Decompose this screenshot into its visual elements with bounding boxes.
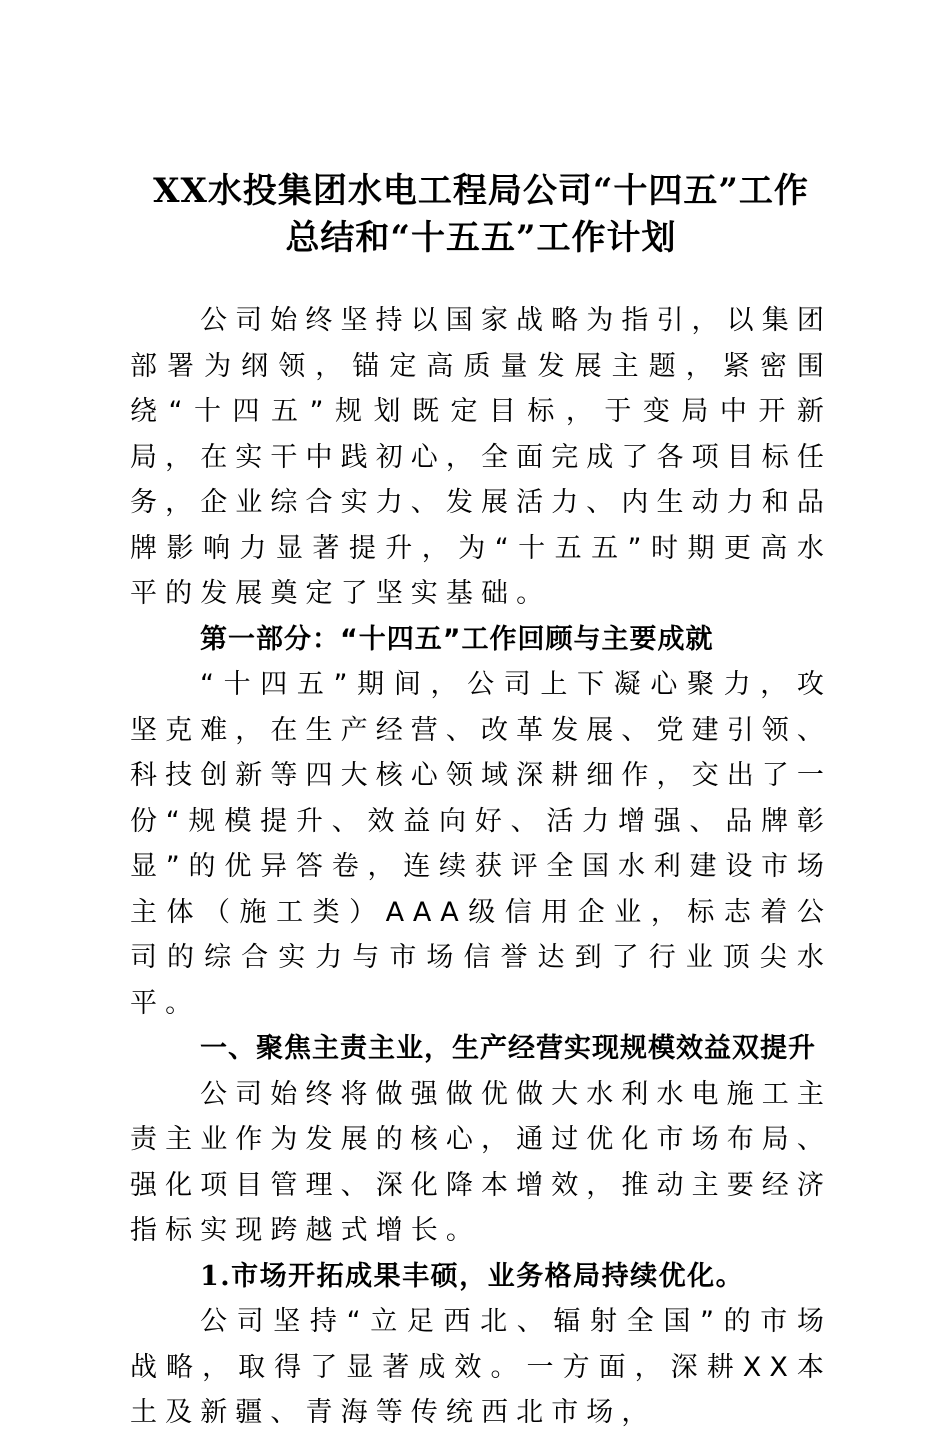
subsection1-paragraph: 公司坚持“立足西北、辐射全国”的市场战略，取得了显著成效。一方面，深耕XX本土及新疆、青海等传统西北市场， — [130, 1306, 832, 1428]
subsection1-heading: 1.市场开拓成果丰硕，业务格局持续优化。 — [200, 1260, 745, 1292]
section1-heading: 一、聚焦主责主业，生产经营实现规模效益双提升 — [200, 1033, 816, 1064]
title-line-2: 总结和“十五五”工作计划 — [285, 218, 677, 258]
intro-paragraph: 公司始终坚持以国家战略为指引，以集团部署为纲领，锚定高质量发展主题，紧密围绕“十四五”规划既定目标，于变局中开新局，在实干中践初心，全面完成了各项目标任务，企业综合实力、发展活力、内生动力和品牌影响力显著提升，为“十五五”时期更高水平的发展奠定了坚实基础。 — [130, 305, 832, 609]
section1-paragraph: 公司始终将做强做优做大水利水电施工主责主业作为发展的核心，通过优化市场布局、强化项目管理、深化降本增效，推动主要经济指标实现跨越式增长。 — [130, 1078, 832, 1246]
part1-paragraph: “十四五”期间，公司上下凝心聚力，攻坚克难，在生产经营、改革发展、党建引领、科技创新等四大核心领域深耕细作，交出了一份“规模提升、效益向好、活力增强、品牌彰显”的优异答卷，连续获评全国水利建设市场主体（施工类）AAA级信用企业，标志着公司的综合实力与市场信誉达到了行业顶尖水平。 — [130, 669, 832, 1019]
part1-heading: 第一部分：“十四五”工作回顾与主要成就 — [200, 623, 714, 655]
title-line-1: XX水投集团水电工程局公司“十四五”工作 — [153, 171, 809, 211]
document-page — [130, 168, 832, 1436]
document-title — [130, 168, 832, 262]
